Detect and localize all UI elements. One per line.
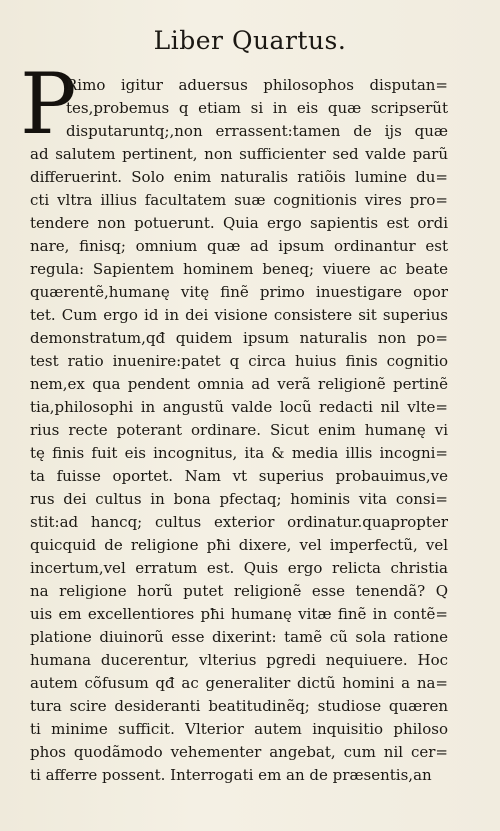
- text-line: quærentẽ,humanę vitę finẽ primo inuestigare opor: [30, 283, 448, 301]
- text-line: humana ducerentur, vlterius pgredi nequiuere. Hoc: [30, 651, 448, 669]
- text-line: rus dei cultus in bona pfectaq; hominis vita consi=: [30, 490, 448, 508]
- text-line: ti minime sufficit. Vlterior autem inquisitio philoso: [30, 720, 448, 738]
- text-line: nem,ex qua pendent omnia ad verã religionẽ pertinẽ: [30, 375, 448, 393]
- text-line: uis em excellentiores pħi humanę vitæ finẽ in contẽ=: [30, 605, 448, 623]
- text-line: test ratio inuenire:patet q circa huius finis cognitio: [30, 352, 448, 370]
- text-line: stit:ad hancq; cultus exterior ordinatur.quapropter: [30, 513, 448, 531]
- text-line: quicquid de religione pħi dixere, vel imperfectũ, vel: [30, 536, 448, 554]
- text-line: cti vltra illius facultatem suæ cognitionis vires pro=: [30, 191, 448, 209]
- text-line: nare, finisq; omnium quæ ad ipsum ordinantur est: [30, 237, 448, 255]
- text-line: ti afferre possent. Interrogati em an de præsentis,an: [30, 766, 432, 784]
- text-line: ad salutem pertinent, non sufficienter sed valde parũ: [30, 145, 448, 163]
- text-line: tura scire desideranti beatitudinẽq; studiose quæren: [30, 697, 448, 715]
- text-line: incertum,vel erratum est. Quis ergo relicta christia: [30, 559, 448, 577]
- text-line: na religione horũ putet religionẽ esse tenendã? Q: [30, 582, 448, 600]
- text-line: ta fuisse oportet. Nam vt superius probauimus,ve: [30, 467, 448, 485]
- text-line: tes,probemus q etiam si in eis quæ scripserũt: [66, 99, 448, 117]
- text-line: platione diuinorũ esse dixerint: tamẽ cũ sola ratione: [30, 628, 448, 646]
- text-line: phos quodãmodo vehementer angebat, cum nil cer=: [30, 743, 448, 761]
- text-line: tę finis fuit eis incognitus, ita & media illis incogni=: [30, 444, 448, 462]
- text-line: regula: Sapientem hominem beneq; viuere ac beate: [30, 260, 448, 278]
- text-line: rius recte poterant ordinare. Sicut enim humanę vi: [30, 421, 448, 439]
- drop-capital: P: [20, 55, 77, 153]
- text-line: tet. Cum ergo id in dei visione consistere sit superius: [30, 306, 448, 324]
- text-line: tia,philosophi in angustũ valde locũ redacti nil vlte=: [30, 398, 448, 416]
- text-line: demonstratum,qđ quidem ipsum naturalis non po=: [30, 329, 448, 347]
- text-line: autem cõfusum qđ ac generaliter dictũ homini a na=: [30, 674, 448, 692]
- body-text: [30, 74, 448, 787]
- text-line: disputaruntq;,non errassent:tamen de ijs quæ: [66, 122, 448, 140]
- running-header: Liber Quartus.: [153, 26, 347, 55]
- text-line: Rimo igitur aduersus philosophos disputan=: [66, 76, 448, 94]
- text-line: tendere non potuerunt. Quia ergo sapientis est ordi: [30, 214, 448, 232]
- text-line: differuerint. Solo enim naturalis ratiõis lumine du=: [30, 168, 448, 186]
